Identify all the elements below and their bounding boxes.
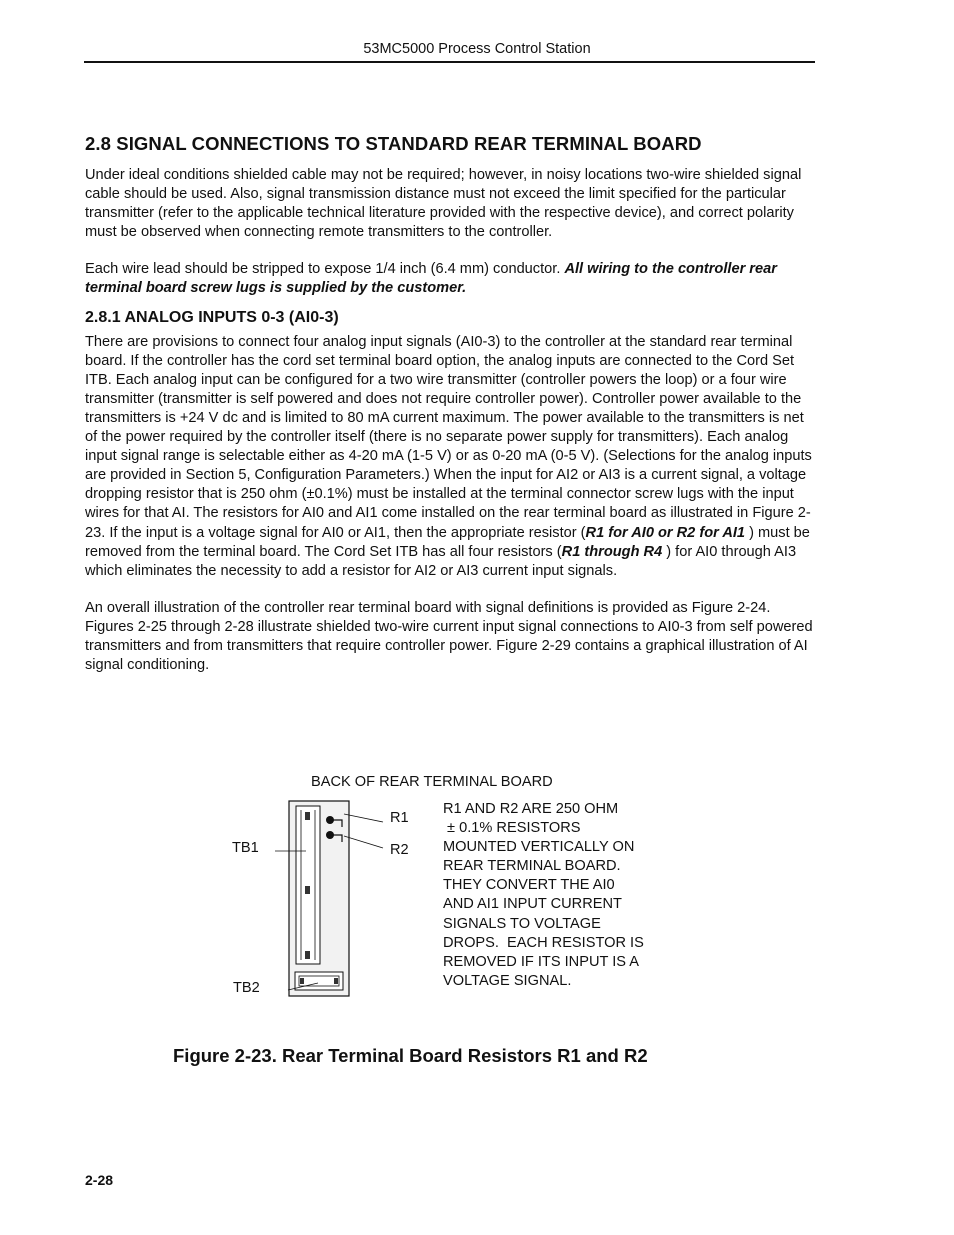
emphasized-text: All wiring to the controller rear terminal board screw lugs is supplied by the customer. bbox=[85, 261, 777, 297]
note-line: ± 0.1% RESISTORS bbox=[443, 820, 581, 837]
paragraph-text: ) must be removed from the terminal board. The Cord Set ITB has all four resistors ( bbox=[85, 524, 810, 560]
emphasized-text: R1 through R4 bbox=[561, 543, 663, 560]
r2-leader bbox=[344, 836, 383, 848]
header-rule bbox=[84, 61, 815, 63]
subsection-paragraph-2: An overall illustration of the controller rear terminal board with signal definitions is provided as Figure 2-24. Figures 2-25 through 2-28 illustrate shielded two-wire current input signal connections to AI0-3 from self powered transmitters and from transmitters that require controller power. Figure 2-29 contains a graphical illustration of AI signal conditioning. bbox=[85, 599, 813, 674]
page-number: 2-28 bbox=[85, 1172, 114, 1188]
tb1-strip bbox=[296, 806, 320, 964]
tb2-leader bbox=[288, 983, 318, 990]
note-line: SIGNALS TO VOLTAGE bbox=[443, 915, 601, 932]
label-tb1: TB1 bbox=[232, 840, 259, 856]
figure-title: BACK OF REAR TERMINAL BOARD bbox=[311, 774, 553, 790]
label-r2: R2 bbox=[390, 842, 409, 858]
section-paragraph-1: Under ideal conditions shielded cable may not be required; however, in noisy locations two-wire shielded signal cable should be used. Also, signal transmission distance must not exceed the limit specified for the particular transmitter (refer to the applicable technical literature provided with the respective device), and correct polarity must be observed when connecting remote transmitters to the controller. bbox=[85, 167, 802, 241]
r2-resistor bbox=[326, 831, 334, 839]
note-line: AND AI1 INPUT CURRENT bbox=[443, 896, 622, 913]
note-line: VOLTAGE SIGNAL. bbox=[443, 972, 572, 989]
label-r1: R1 bbox=[390, 810, 409, 826]
tb1-screw-top bbox=[305, 812, 310, 820]
note-line: REMOVED IF ITS INPUT IS A bbox=[443, 953, 639, 970]
figure-caption: Figure 2-23. Rear Terminal Board Resistors R1 and R2 bbox=[173, 1045, 648, 1066]
section-paragraph-2 bbox=[85, 260, 815, 298]
paragraph-text: Each wire lead should be stripped to expose 1/4 inch (6.4 mm) conductor. bbox=[85, 261, 565, 278]
board-outline bbox=[289, 801, 349, 996]
paragraph-text: ) for AI0 through AI3 which eliminates the necessity to add a resistor for AI2 or AI3 current input signals. bbox=[85, 543, 797, 579]
r1-resistor bbox=[326, 816, 334, 824]
section-heading: 2.8 SIGNAL CONNECTIONS TO STANDARD REAR TERMINAL BOARD bbox=[85, 133, 702, 154]
subsection-heading: 2.8.1 ANALOG INPUTS 0-3 (AI0-3) bbox=[85, 308, 339, 326]
r1-leader bbox=[344, 814, 383, 822]
note-line: MOUNTED VERTICALLY ON bbox=[443, 839, 635, 856]
tb1-screw-middle bbox=[305, 886, 310, 894]
label-tb2: TB2 bbox=[233, 980, 260, 996]
note-line: DROPS. EACH RESISTOR IS bbox=[443, 934, 644, 951]
running-header: 53MC5000 Process Control Station bbox=[363, 41, 591, 57]
paragraph-text: There are provisions to connect four analog input signals (AI0-3) to the controller at the standard rear terminal board. If the controller has the cord set terminal board option, the analog inputs are connected to the Cord Set ITB. Each analog input can be configured for a two wire transmitter (controller powers the loop) or a four wire transmitter (transmitter is self powered and does not require controller power). Controller power available to the transmitters is +24 V dc and is limited to 80 mA current maximum. The power available to the transmitters is net of the power required by the controller itself (there is no separate power supply for transmitters). Each analog input signal range is selectable either as 4-20 mA (1-5 V) or as 0-20 mA (0-5 V). (Selections for the analog inputs are provided in Section 5, Configuration Parameters.) When the input for AI2 or AI3 is a current signal, a voltage dropping resistor that is 250 ohm (±0.1%) must be installed at the terminal connector screw lugs with the input wires for that AI. The resistors for AI0 and AI1 come installed on the rear terminal board as illustrated in Figure 2-23. If the input is a voltage signal for AI0 or AI1, then the appropriate resistor ( bbox=[85, 333, 812, 541]
note-line: REAR TERMINAL BOARD. bbox=[443, 858, 621, 875]
tb1-screw-bottom bbox=[305, 951, 310, 959]
note-line: R1 AND R2 ARE 250 OHM bbox=[443, 801, 619, 817]
tb2-connector bbox=[295, 972, 343, 990]
note-line: THEY CONVERT THE AI0 bbox=[443, 877, 615, 894]
emphasized-text: R1 for AI0 or R2 for AI1 bbox=[585, 524, 746, 541]
subsection-paragraph-1 bbox=[85, 333, 815, 581]
page-body bbox=[85, 133, 815, 693]
figure-note bbox=[443, 800, 644, 991]
